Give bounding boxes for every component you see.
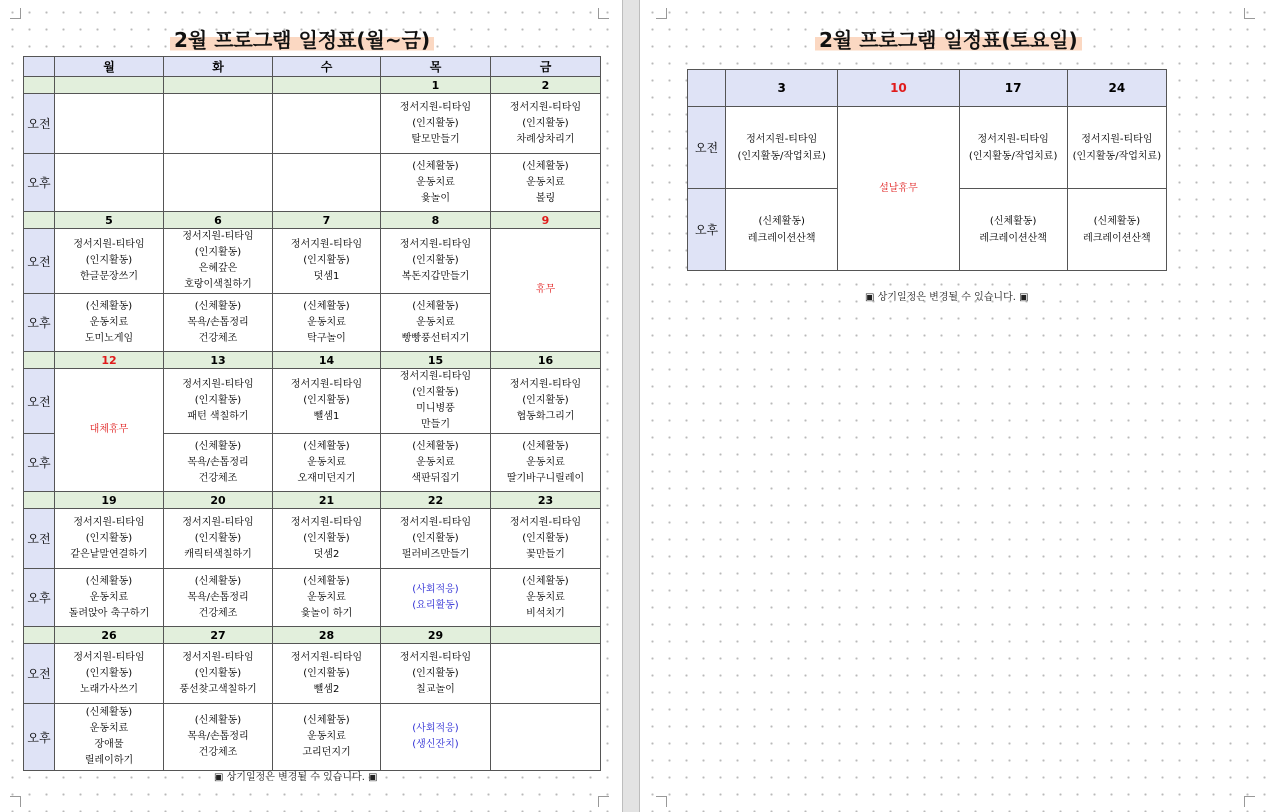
activity-line: 정서지원-티타임 <box>509 101 582 113</box>
schedule-cell <box>55 704 164 771</box>
schedule-cell <box>491 94 601 154</box>
activity-line: 운동치료 <box>416 176 455 188</box>
date-cell: 8 <box>381 212 491 229</box>
activity-line: 도미노게임 <box>84 332 134 344</box>
morning-row <box>24 94 601 154</box>
period-label: 오전 <box>24 229 55 294</box>
activity-line: (신체활동) <box>85 300 133 312</box>
activity-line: 윷놀이 <box>421 192 450 204</box>
period-label: 오후 <box>24 154 55 212</box>
schedule-cell <box>55 154 164 212</box>
schedule-cell <box>164 369 273 434</box>
activity-line: (신체활동) <box>412 440 459 452</box>
schedule-cell <box>491 154 601 212</box>
activity-line: (신체활동) <box>758 215 805 227</box>
date-header: 10 <box>838 70 959 107</box>
activity-line: (신체활동) <box>522 160 569 172</box>
page-left <box>0 0 622 812</box>
activity-line: 뺄셈1 <box>313 411 340 422</box>
activity-line: (인지활동) <box>522 532 569 544</box>
schedule-body <box>688 70 1167 271</box>
activity-line: 차례상차리기 <box>516 133 575 145</box>
schedule-cell <box>273 509 381 569</box>
schedule-cell <box>164 229 273 294</box>
activity-line: 한글문장쓰기 <box>80 271 138 282</box>
activity-line: (신체활동) <box>303 715 350 726</box>
activity-line: (신체활동) <box>303 300 350 312</box>
activity-line: (인지활동) <box>85 667 133 679</box>
activity-line: 색판뒤집기 <box>411 472 460 484</box>
schedule-cell <box>381 704 491 771</box>
holiday-cell: 휴무 <box>491 229 601 352</box>
schedule-cell <box>164 509 273 569</box>
period-label: 오전 <box>24 369 55 434</box>
schedule-cell <box>491 704 601 771</box>
activity-line: (인지활동) <box>194 667 242 679</box>
activity-line: (신체활동) <box>412 160 459 172</box>
period-label: 오전 <box>24 509 55 569</box>
schedule-cell <box>55 509 164 569</box>
activity-line: (인지활동) <box>194 395 242 406</box>
schedule-cell <box>491 644 601 704</box>
activity-line: 캐릭터색칠하기 <box>184 548 252 560</box>
activity-line: (인지활동/작업치료) <box>968 150 1058 162</box>
schedule-cell <box>381 154 491 212</box>
schedule-body <box>24 77 601 771</box>
schedule-cell <box>55 94 164 154</box>
activity-line: (신체활동) <box>989 215 1037 227</box>
activity-line: 레크레이션산책 <box>979 232 1047 244</box>
activity-line: 정서지원-티타임 <box>73 516 145 528</box>
activity-line: 노래가사쓰기 <box>80 683 138 695</box>
activity-line: 정서지원-티타임 <box>399 239 472 250</box>
activity-line: 정서지원-티타임 <box>73 651 145 663</box>
schedule-cell <box>273 704 381 771</box>
weekday-schedule-table <box>23 56 601 771</box>
date-corner-cell <box>24 352 55 369</box>
period-label: 오후 <box>24 294 55 352</box>
activity-line: (인지활동) <box>412 255 459 266</box>
activity-line: 건강체조 <box>198 607 238 619</box>
day-header-row <box>24 57 601 77</box>
schedule-cell <box>164 569 273 627</box>
activity-line: (인지활동) <box>85 255 133 266</box>
activity-line: 정서지원-티타임 <box>290 651 363 663</box>
schedule-cell <box>381 509 491 569</box>
activity-line: (신체활동) <box>194 575 242 587</box>
day-header: 금 <box>491 57 601 77</box>
activity-line: 레크레이션산책 <box>1083 232 1151 244</box>
morning-row <box>688 107 1167 189</box>
activity-line: 만들기 <box>421 419 450 430</box>
activity-line: 오재미던지기 <box>297 472 356 484</box>
activity-line: 운동치료 <box>89 723 129 734</box>
activity-line: 정서지원-티타임 <box>399 651 472 663</box>
day-header: 월 <box>55 57 164 77</box>
activity-line: 꽃만들기 <box>526 548 565 560</box>
activity-line: (인지활동) <box>412 387 459 398</box>
date-cell: 2 <box>491 77 601 94</box>
period-label: 오전 <box>24 644 55 704</box>
date-row <box>24 77 601 94</box>
schedule-cell <box>273 229 381 294</box>
schedule-cell <box>55 644 164 704</box>
activity-line: 목욕/손톱정리 <box>187 316 249 328</box>
activity-line: 장애물 <box>94 739 124 750</box>
activity-line: 건강체조 <box>198 332 238 344</box>
schedule-cell <box>273 644 381 704</box>
activity-line: 정서지원-티타임 <box>182 516 254 528</box>
schedule-cell <box>273 94 381 154</box>
schedule-cell <box>491 569 601 627</box>
schedule-cell <box>164 294 273 352</box>
schedule-cell <box>273 369 381 434</box>
activity-line: (인지활동) <box>412 532 459 544</box>
date-cell: 27 <box>164 627 273 644</box>
holiday-cell: 설날휴무 <box>838 107 959 271</box>
date-cell: 22 <box>381 492 491 509</box>
activity-line: 레크레이션산책 <box>747 232 816 244</box>
activity-line: 뺄셈2 <box>313 683 340 695</box>
date-header: 3 <box>726 70 838 107</box>
morning-row <box>24 229 601 294</box>
schedule-cell <box>491 369 601 434</box>
activity-line: 운동치료 <box>89 316 129 328</box>
afternoon-row <box>24 154 601 212</box>
date-cell <box>164 77 273 94</box>
date-cell: 21 <box>273 492 381 509</box>
morning-row <box>24 369 601 434</box>
afternoon-row <box>24 704 601 771</box>
activity-line: 건강체조 <box>198 472 238 484</box>
date-cell: 20 <box>164 492 273 509</box>
activity-line: 패턴 색칠하기 <box>187 411 249 422</box>
date-header: 17 <box>959 70 1067 107</box>
page-right <box>640 0 1271 812</box>
date-row <box>24 352 601 369</box>
change-notice: ▣ 상기일정은 변경될 수 있습니다. ▣ <box>214 772 378 783</box>
schedule-cell <box>1067 189 1166 271</box>
date-header: 24 <box>1067 70 1166 107</box>
date-cell: 5 <box>55 212 164 229</box>
date-row <box>24 492 601 509</box>
activity-line: 윷놀이 하기 <box>300 607 353 619</box>
activity-line: 운동치료 <box>416 456 455 468</box>
page-gutter <box>622 0 640 812</box>
activity-line: 운동치료 <box>307 456 346 468</box>
schedule-cell <box>273 434 381 492</box>
schedule-cell <box>381 294 491 352</box>
schedule-cell <box>164 644 273 704</box>
activity-line: (인지활동/작업치료) <box>737 150 826 162</box>
date-header-row <box>688 70 1167 107</box>
schedule-cell <box>273 294 381 352</box>
date-cell <box>55 77 164 94</box>
schedule-cell <box>381 434 491 492</box>
schedule-cell <box>273 569 381 627</box>
activity-line: 정서지원-티타임 <box>1081 133 1153 145</box>
schedule-cell <box>55 229 164 294</box>
date-cell: 14 <box>273 352 381 369</box>
activity-line: (신체활동) <box>303 440 350 452</box>
activity-line: 정서지원-티타임 <box>182 379 254 390</box>
date-cell: 1 <box>381 77 491 94</box>
period-label: 오전 <box>688 107 726 189</box>
activity-line: (인지활동) <box>303 255 350 266</box>
activity-line: 빵빵풍선터지기 <box>401 332 470 344</box>
activity-line: (신체활동) <box>85 707 133 718</box>
corner-cell <box>24 57 55 77</box>
schedule-cell <box>381 94 491 154</box>
date-corner-cell <box>24 627 55 644</box>
activity-line: 정서지원-티타임 <box>290 239 363 250</box>
activity-line: (신체활동) <box>522 440 569 452</box>
date-corner-cell <box>24 212 55 229</box>
date-cell: 13 <box>164 352 273 369</box>
activity-line: (신체활동) <box>1093 215 1141 227</box>
day-header: 화 <box>164 57 273 77</box>
activity-line: 정서지원-티타임 <box>182 231 254 242</box>
page-title: 2월 프로그램 일정표(월~금) <box>170 24 434 53</box>
activity-line: 정서지원-티타임 <box>290 516 363 528</box>
morning-row <box>24 644 601 704</box>
activity-line: (인지활동) <box>303 395 350 406</box>
activity-line: (인지활동) <box>412 117 459 129</box>
date-cell: 6 <box>164 212 273 229</box>
activity-line: 정서지원-티타임 <box>399 371 472 382</box>
activity-line: 운동치료 <box>307 316 346 328</box>
activity-line: (생신잔치) <box>412 739 459 750</box>
schedule-cell <box>164 434 273 492</box>
activity-line: 탈모만들기 <box>411 133 460 145</box>
schedule-cell <box>959 107 1067 189</box>
schedule-cell <box>273 154 381 212</box>
schedule-cell <box>164 704 273 771</box>
activity-line: (신체활동) <box>412 300 459 312</box>
period-label: 오전 <box>24 94 55 154</box>
activity-line: 목욕/손톱정리 <box>187 731 249 742</box>
activity-line: 운동치료 <box>307 591 346 603</box>
activity-line: 운동치료 <box>526 176 565 188</box>
activity-line: 운동치료 <box>307 731 346 742</box>
activity-line: 협동화그리기 <box>516 411 575 422</box>
saturday-schedule-table <box>687 69 1167 271</box>
activity-line: (인지활동) <box>194 247 242 258</box>
morning-row <box>24 509 601 569</box>
holiday-cell: 대체휴무 <box>55 369 164 492</box>
period-label: 오후 <box>24 434 55 492</box>
date-row <box>24 212 601 229</box>
activity-line: (인지활동) <box>85 532 133 544</box>
activity-line: 복돈지갑만들기 <box>401 271 470 282</box>
period-label: 오후 <box>24 704 55 771</box>
date-corner-cell <box>24 77 55 94</box>
activity-line: 호랑이색칠하기 <box>184 279 252 290</box>
date-cell <box>273 77 381 94</box>
date-cell <box>491 627 601 644</box>
activity-line: 펄러비즈만들기 <box>401 548 470 560</box>
activity-line: 건강체조 <box>198 747 238 758</box>
activity-line: 딸기바구니릴레이 <box>506 472 585 484</box>
activity-line: 정서지원-티타임 <box>746 133 818 145</box>
day-header: 목 <box>381 57 491 77</box>
schedule-cell <box>55 294 164 352</box>
activity-line: 목욕/손톱정리 <box>187 591 249 603</box>
date-cell: 9 <box>491 212 601 229</box>
activity-line: (인지활동) <box>522 395 569 406</box>
schedule-cell <box>726 107 838 189</box>
schedule-cell <box>381 229 491 294</box>
activity-line: 운동치료 <box>526 456 565 468</box>
change-notice: ▣ 상기일정은 변경될 수 있습니다. ▣ <box>865 292 1029 303</box>
activity-line: 돌려앉아 축구하기 <box>68 607 150 619</box>
activity-line: (사회적응) <box>412 723 459 734</box>
activity-line: 정서지원-티타임 <box>977 133 1049 145</box>
schedule-cell <box>164 154 273 212</box>
date-row <box>24 627 601 644</box>
activity-line: 정서지원-티타임 <box>399 101 472 113</box>
activity-line: (신체활동) <box>194 440 242 452</box>
date-cell: 28 <box>273 627 381 644</box>
day-header: 수 <box>273 57 381 77</box>
date-cell: 23 <box>491 492 601 509</box>
activity-line: 탁구놀이 <box>307 332 346 344</box>
date-corner-cell <box>24 492 55 509</box>
activity-line: (인지활동) <box>194 532 242 544</box>
activity-line: 풍선찾고색칠하기 <box>179 683 257 695</box>
activity-line: 볼링 <box>535 192 556 204</box>
schedule-cell <box>55 569 164 627</box>
period-label: 오후 <box>688 189 726 271</box>
activity-line: (인지활동) <box>303 667 350 679</box>
activity-line: (인지활동) <box>522 117 569 129</box>
schedule-cell <box>1067 107 1166 189</box>
activity-line: (요리활동) <box>412 599 459 611</box>
page-title: 2월 프로그램 일정표(토요일) <box>815 24 1082 53</box>
date-cell: 12 <box>55 352 164 369</box>
schedule-cell <box>959 189 1067 271</box>
date-cell: 19 <box>55 492 164 509</box>
activity-line: 미니병풍 <box>416 403 455 414</box>
activity-line: (신체활동) <box>194 715 242 726</box>
date-cell: 29 <box>381 627 491 644</box>
schedule-cell <box>381 569 491 627</box>
afternoon-row <box>24 569 601 627</box>
activity-line: 목욕/손톱정리 <box>187 456 249 468</box>
activity-line: 같은낱말연결하기 <box>70 548 148 560</box>
activity-line: 칠교놀이 <box>416 683 455 695</box>
activity-line: (신체활동) <box>522 575 569 587</box>
activity-line: 은혜갚은 <box>198 263 238 274</box>
activity-line: (신체활동) <box>303 575 350 587</box>
schedule-cell <box>726 189 838 271</box>
activity-line: 운동치료 <box>89 591 129 603</box>
schedule-cell <box>381 369 491 434</box>
activity-line: 정서지원-티타임 <box>399 516 472 528</box>
corner-cell <box>688 70 726 107</box>
activity-line: (신체활동) <box>194 300 242 312</box>
activity-line: 운동치료 <box>526 591 565 603</box>
activity-line: (인지활동) <box>303 532 350 544</box>
activity-line: 덧셈2 <box>313 548 340 560</box>
schedule-cell <box>164 94 273 154</box>
activity-line: 고리던지기 <box>302 747 351 758</box>
date-cell: 26 <box>55 627 164 644</box>
activity-line: 정서지원-티타임 <box>182 651 254 663</box>
activity-line: 정서지원-티타임 <box>73 239 145 250</box>
date-cell: 15 <box>381 352 491 369</box>
activity-line: (인지활동/작업치료) <box>1072 150 1162 162</box>
activity-line: (사회적응) <box>412 583 459 595</box>
activity-line: 비석치기 <box>526 607 565 619</box>
activity-line: (인지활동) <box>412 667 459 679</box>
activity-line: 정서지원-티타임 <box>290 379 363 390</box>
activity-line: 덧셈1 <box>313 271 340 282</box>
activity-line: 운동치료 <box>416 316 455 328</box>
activity-line: (신체활동) <box>85 575 133 587</box>
schedule-cell <box>381 644 491 704</box>
activity-line: 정서지원-티타임 <box>509 516 582 528</box>
activity-line: 정서지원-티타임 <box>509 379 582 390</box>
schedule-cell <box>491 434 601 492</box>
date-cell: 16 <box>491 352 601 369</box>
period-label: 오후 <box>24 569 55 627</box>
activity-line: 릴레이하기 <box>84 755 134 766</box>
date-cell: 7 <box>273 212 381 229</box>
schedule-cell <box>491 509 601 569</box>
